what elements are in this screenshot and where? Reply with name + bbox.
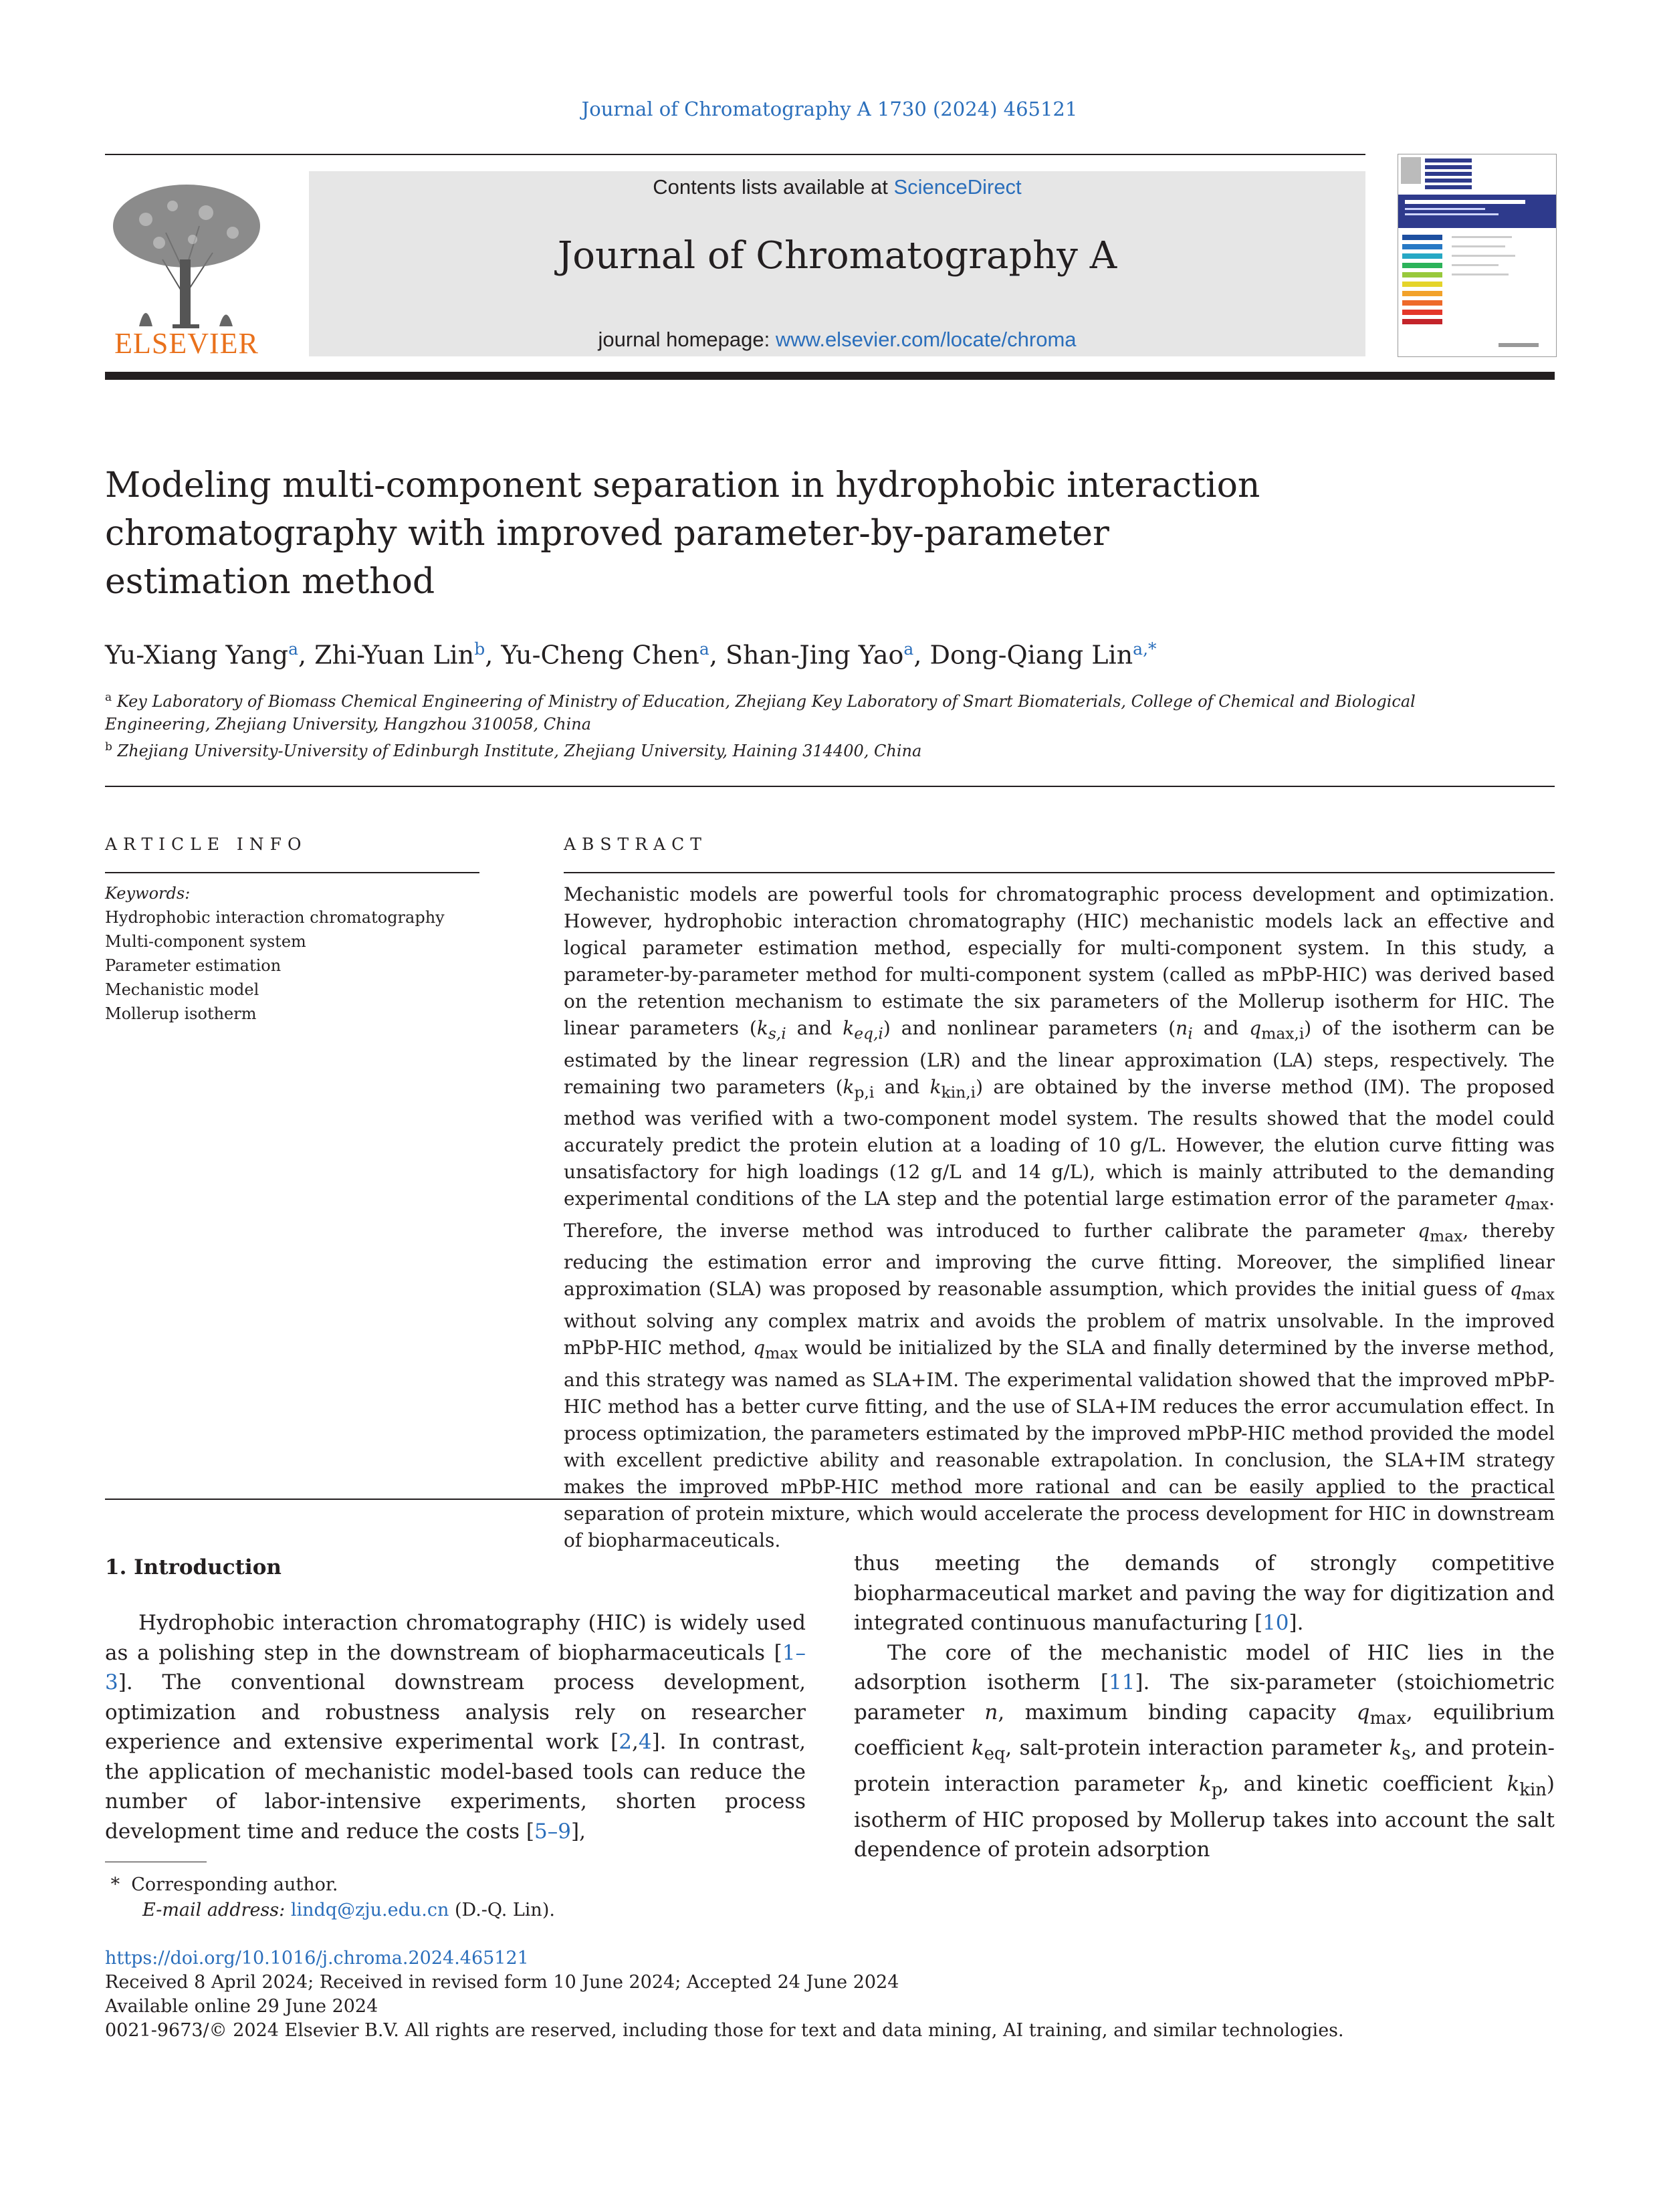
author-name[interactable]: Yu-Cheng Chen: [501, 640, 699, 670]
affiliation-mark: b: [105, 740, 112, 754]
author-affil-mark[interactable]: a: [288, 639, 298, 659]
affiliation-b: [105, 736, 1416, 762]
author-name[interactable]: Dong-Qiang Lin: [929, 640, 1133, 670]
keyword-item: Mechanistic model: [105, 980, 259, 999]
abstract-subscript: max: [1515, 1194, 1549, 1214]
homepage-link[interactable]: www.elsevier.com/locate/chroma: [775, 328, 1077, 351]
intro-symbol: k: [1389, 1736, 1402, 1761]
intro-left-column: [105, 1608, 806, 1846]
author-affil-mark[interactable]: a: [903, 639, 914, 659]
intro-seg: ]. The six-parameter (stoichiometric parameter: [854, 1670, 1555, 1725]
header-rule: [105, 154, 1365, 155]
affiliation-a: [105, 686, 1416, 713]
abstract-seg: , thereby reducing the estimation error and improving the curve fitting. Moreover, the simplified linear approximation (SLA) was proposed by reasonable assumption, which provides the initial guess of: [564, 1219, 1555, 1301]
citation-link[interactable]: 11: [1108, 1670, 1135, 1694]
corresponding-label: Corresponding author.: [131, 1874, 338, 1895]
abstract-subscript: max: [765, 1343, 798, 1363]
intro-paragraph-1: [105, 1608, 806, 1846]
affiliation-mark: a: [105, 691, 112, 704]
contents-prefix: Contents lists available at: [653, 175, 894, 199]
homepage-line: [309, 328, 1365, 352]
citation-link[interactable]: 1–3: [105, 1640, 806, 1694]
intro-seg: The core of the mechanistic model of HIC lies in the adsorption isotherm [: [854, 1640, 1555, 1694]
affiliations: [105, 686, 1416, 762]
abstract-symbol: q: [1503, 1188, 1516, 1210]
abstract-symbol: q: [1509, 1278, 1522, 1301]
intro-seg: , equilibrium coefficient: [854, 1700, 1555, 1761]
abstract-subscript: s,i: [768, 1024, 786, 1043]
abstract-symbol: q: [1418, 1219, 1430, 1242]
journal-name: Journal of Chromatography A: [557, 234, 1117, 278]
elsevier-wordmark: ELSEVIER: [114, 327, 259, 360]
intro-seg: ) isotherm of HIC proposed by Mollerup takes into account the salt dependence of protein adsorption: [854, 1771, 1555, 1862]
keyword-item: Mollerup isotherm: [105, 1004, 257, 1023]
abstract-seg: and: [786, 1017, 843, 1039]
abstract-seg: ) of the isotherm can be estimated by the linear regression (LR) and the linear approximation (LA) steps, respectively. The remaining two parameters (: [564, 1017, 1555, 1098]
banner-thick-rule: [105, 372, 1555, 380]
intro-seg: , salt-protein interaction parameter: [1005, 1736, 1390, 1761]
abstract-subscript: max: [1521, 1285, 1555, 1304]
cover-art-icon: [1398, 154, 1556, 356]
citation-link[interactable]: 10: [1262, 1611, 1289, 1635]
email-link[interactable]: lindq@zju.edu.cn: [290, 1900, 449, 1920]
abstract-seg: . Therefore, the inverse method was introduced to further calibrate the parameter: [564, 1188, 1555, 1242]
abstract-subscript: max,i: [1261, 1024, 1305, 1043]
affiliation-a-cont: Engineering, Zhejiang University, Hangzhou 310058, China: [105, 715, 592, 734]
intro-seg: , and kinetic coefficient: [1222, 1771, 1507, 1796]
author-name[interactable]: Zhi-Yuan Lin: [314, 640, 475, 670]
sciencedirect-link[interactable]: ScienceDirect: [893, 175, 1022, 199]
abstract-subscript: eq,i: [854, 1024, 883, 1043]
copyright-line: 0021-9673/© 2024 Elsevier B.V. All rights are reserved, including those for text and data mining, AI training, and similar technologies.: [105, 2020, 1344, 2041]
abstract-symbol: n: [1176, 1017, 1188, 1039]
author-name[interactable]: Shan-Jing Yao: [725, 640, 904, 670]
homepage-prefix: journal homepage:: [598, 328, 776, 351]
intro-paragraph-2: [854, 1638, 1555, 1865]
author-affil-mark[interactable]: a,*: [1133, 639, 1157, 659]
keywords-block: [105, 881, 479, 1026]
abstract-symbol: k: [843, 1075, 855, 1098]
section-heading-introduction: 1. Introduction: [105, 1555, 282, 1579]
abstract-subscript: kin,i: [941, 1083, 976, 1102]
abstract-subscript: max: [1430, 1226, 1463, 1246]
intro-symbol: q: [1356, 1700, 1370, 1725]
abstract-subscript: i: [1188, 1024, 1193, 1043]
citation-link[interactable]: 2: [619, 1730, 632, 1754]
citation-link[interactable]: 4: [638, 1730, 652, 1754]
abstract-seg: and: [1192, 1017, 1250, 1039]
intro-seg: ]. The conventional downstream process development, optimization and robustness analysis rely on researcher experience and extensive experimental work [: [105, 1670, 806, 1754]
intro-subscript: s: [1402, 1744, 1411, 1765]
title-line-1: Modeling multi-component separation in hydrophobic interaction: [105, 465, 1260, 506]
author-name[interactable]: Yu-Xiang Yang: [105, 640, 289, 670]
author-affil-mark[interactable]: a: [699, 639, 709, 659]
abstract-seg: Mechanistic models are powerful tools for chromatographic process development and optimization. However, hydrophobic interaction chromatography (HIC) mechanistic models lack an effective and logical parameter estimation method, especially for multi-component system. In this study, a parameter-by-parameter method for multi-component system (called as mPbP-HIC) was derived based on the retention mechanism to estimate the six parameters of the Mollerup isotherm for HIC. The linear parameters (: [564, 883, 1555, 1039]
intro-seg: ],: [570, 1819, 586, 1844]
email-suffix: (D.-Q. Lin).: [454, 1900, 555, 1920]
contents-line: [309, 175, 1365, 199]
intro-seg: Hydrophobic interaction chromatography (HIC) is widely used as a polishing step in the downstream of biopharmaceuticals [: [105, 1611, 806, 1665]
article-title: [105, 461, 1309, 606]
article-info-rule: [105, 872, 479, 873]
abstract-symbol: q: [753, 1336, 766, 1359]
intro-subscript: kin: [1519, 1780, 1547, 1801]
affiliation-a-line1: Key Laboratory of Biomass Chemical Engineering of Ministry of Education, Zhejiang Key Laboratory of Smart Biomaterials, College of Chemical and Biological: [116, 692, 1416, 711]
keyword-item: Hydrophobic interaction chromatography: [105, 908, 445, 927]
footnote-star: *: [110, 1874, 120, 1895]
intro-subscript: eq: [984, 1744, 1006, 1765]
doi-link[interactable]: https://doi.org/10.1016/j.chroma.2024.465121: [105, 1948, 529, 1969]
keywords-label: Keywords:: [105, 884, 191, 903]
footnote: [105, 1872, 907, 1923]
abstract-symbol: k: [929, 1075, 942, 1098]
author-affil-mark[interactable]: b: [474, 639, 485, 659]
intro-symbol: n: [984, 1700, 998, 1725]
journal-cover-thumbnail[interactable]: [1398, 154, 1557, 357]
abstract-rule: [564, 872, 1555, 873]
abstract-seg: without solving any complex matrix and avoids the problem of matrix unsolvable. In the improved mPbP-HIC method,: [564, 1309, 1555, 1359]
abstract-text: [564, 881, 1555, 1554]
title-line-2: chromatography with improved parameter-by-parameter: [105, 514, 1109, 554]
email-line: [105, 1898, 907, 1923]
intro-seg: ].: [1289, 1611, 1304, 1635]
intro-symbol: k: [1198, 1771, 1212, 1796]
abstract-symbol: q: [1249, 1017, 1262, 1039]
abstract-seg: ) and nonlinear parameters (: [883, 1017, 1176, 1039]
abstract-symbol: k: [843, 1017, 855, 1039]
article-info-heading: ARTICLE INFO: [105, 835, 308, 854]
keyword-item: Parameter estimation: [105, 956, 282, 975]
citation-link[interactable]: 5–9: [534, 1819, 571, 1844]
email-label: E-mail address:: [142, 1900, 286, 1920]
abstract-seg: and: [874, 1075, 930, 1098]
abstract-subscript: p,i: [854, 1083, 875, 1102]
intro-paragraph-1-cont: [854, 1549, 1555, 1638]
intro-seg: ,: [631, 1730, 639, 1754]
abstract-seg: ) are obtained by the inverse method (IM). The proposed method was verified with a two-component model system. The results showed that the model could accurately predict the protein elution at a loading of 10 g/L. However, the elution curve fitting was unsatisfactory for high loadings (12 g/L and 14 g/L), which is mainly attributed to the demanding experimental conditions of the LA step and the potential large estimation error of the parameter: [564, 1075, 1555, 1210]
publication-info: [105, 1947, 1576, 2043]
abstract-end-rule: [105, 1499, 1555, 1500]
intro-subscript: p: [1211, 1780, 1223, 1801]
abstract-symbol: k: [756, 1017, 768, 1039]
intro-symbol: k: [971, 1736, 984, 1761]
title-line-3: estimation method: [105, 562, 435, 602]
intro-seg: thus meeting the demands of strongly competitive biopharmaceutical market and paving the way for digitization and integrated continuous manufacturing [: [854, 1551, 1555, 1635]
available-online: Available online 29 June 2024: [105, 1996, 378, 2017]
abstract-heading: ABSTRACT: [564, 835, 707, 854]
intro-seg: , maximum binding capacity: [998, 1700, 1357, 1725]
intro-subscript: max: [1369, 1708, 1406, 1729]
article-dates: Received 8 April 2024; Received in revised form 10 June 2024; Accepted 24 June 2024: [105, 1972, 899, 1993]
intro-right-column: [854, 1549, 1555, 1865]
intro-seg: ]. In contrast, the application of mechanistic model-based tools can reduce the number of labor-intensive experiments, shorten process development time and reduce the costs [: [105, 1730, 806, 1844]
abstract-seg: would be initialized by the SLA and finally determined by the inverse method, and this strategy was named as SLA+IM. The experimental validation showed that the improved mPbP-HIC method has a better curve fitting, and the use of SLA+IM reduces the error accumulation effect. In process optimization, the parameters estimated by the improved mPbP-HIC method provided the model with excellent predictive ability and reasonable extrapolation. In conclusion, the SLA+IM strategy makes the improved mPbP-HIC method more rational and can be easily applied to the practical separation of protein mixture, which would accelerate the process development for HIC in downstream of biopharmaceuticals.: [564, 1336, 1555, 1551]
corresponding-author-note: [105, 1872, 907, 1898]
affiliation-rule: [105, 786, 1555, 787]
running-header[interactable]: Journal of Chromatography A 1730 (2024) 465121: [581, 98, 1078, 120]
author-list: Yu-Xiang Yang$^a$, Zhi-Yuan Lin$^b$, Yu-Cheng Chen$^a$, Shan-Jing Yao$^a$, Dong-Qiang Lin$^{a,*}$: [105, 639, 1157, 670]
intro-symbol: k: [1507, 1771, 1520, 1796]
keyword-item: Multi-component system: [105, 932, 306, 951]
intro-seg: , and protein-protein interaction parameter: [854, 1736, 1555, 1796]
affiliation-b-line: Zhejiang University-University of Edinburgh Institute, Zhejiang University, Haining 314400, China: [117, 742, 922, 760]
